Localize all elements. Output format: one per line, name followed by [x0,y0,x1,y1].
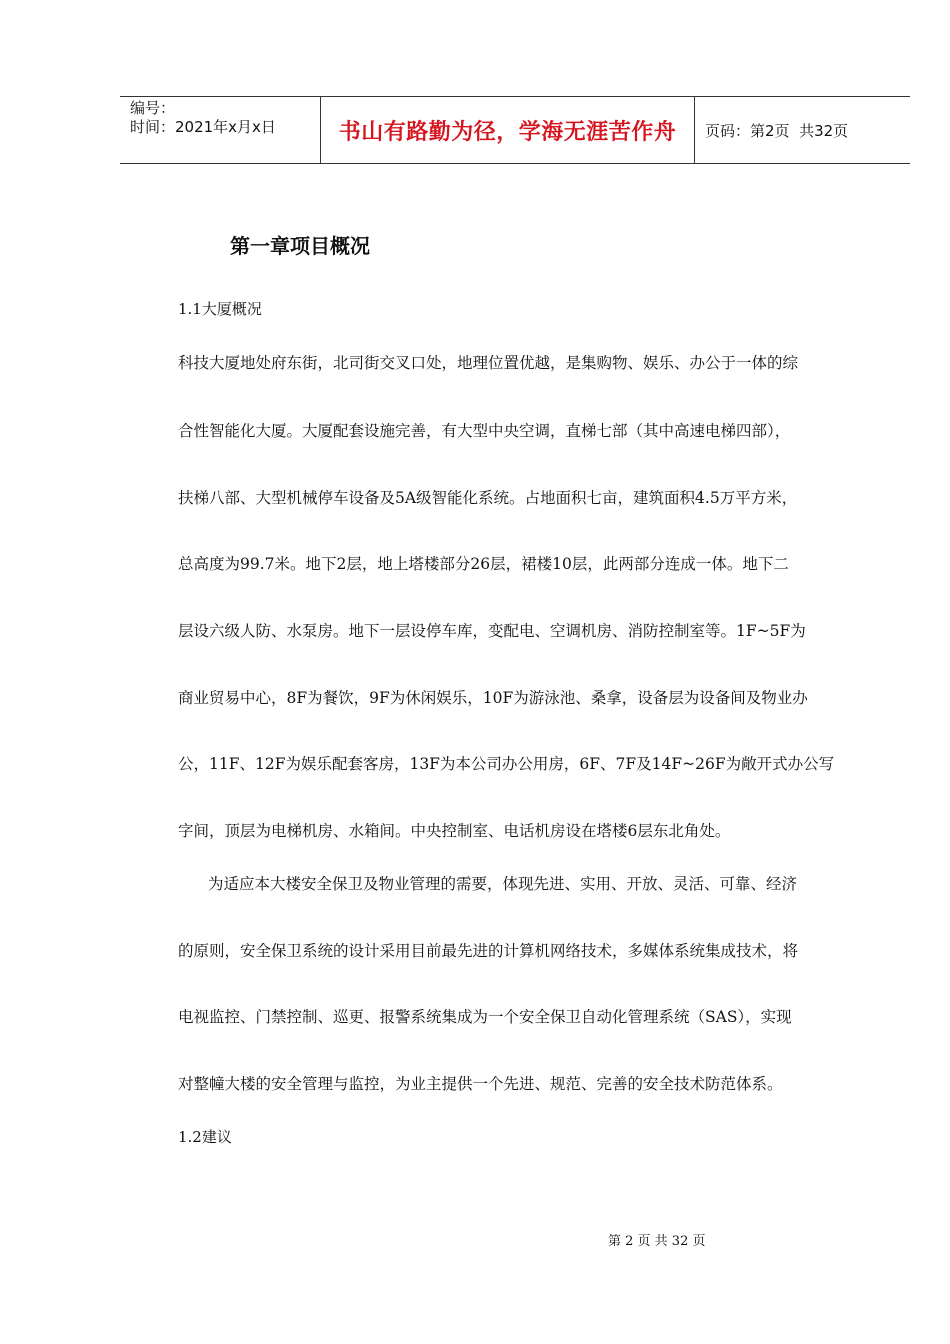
footer-page-number: 第 2 页 共 32 页 [608,1234,706,1249]
paragraph-line: 扶梯八部、大型机械停车设备及5A级智能化系统。占地面积七亩，建筑面积4.5万平方米， [178,489,798,507]
chapter-title: 第一章项目概况 [230,234,370,258]
section-heading-1-2: 1.2建议 [178,1128,232,1146]
paragraph-line: 电视监控、门禁控制、巡更、报警系统集成为一个安全保卫自动化管理系统（SAS），实现 [178,1008,792,1026]
paragraph-line: 合性智能化大厦。大厦配套设施完善，有大型中央空调，直梯七部（其中高速电梯四部）， [178,422,791,440]
header-motto: 书山有路勤为径，学海无涯苦作舟 [321,97,695,163]
paragraph-line: 科技大厦地处府东街，北司街交叉口处，地理位置优越，是集购物、娱乐、办公于一体的综 [178,354,799,372]
paragraph-line: 商业贸易中心，8F为餐饮，9F为休闲娱乐，10F为游泳池、桑拿，设备层为设备间及物业办 [178,689,808,707]
section-heading-1-1: 1.1大厦概况 [178,300,262,318]
paragraph-line: 的原则，安全保卫系统的设计采用目前最先进的计算机网络技术，多媒体系统集成技术，将 [178,942,799,960]
document-number-label: 编号： [130,99,176,117]
paragraph-line: 公，11F、12F为娱乐配套客房，13F为本公司办公用房，6F、7F及14F~26F为敞开式办公写 [178,755,835,773]
header-page-info: 页码：第2页 共32页 [705,121,849,140]
paragraph-line: 为适应本大楼安全保卫及物业管理的需要，体现先进、实用、开放、灵活、可靠、经济 [208,875,798,893]
header-meta-cell [120,97,321,163]
paragraph-line: 对整幢大楼的安全管理与监控，为业主提供一个先进、规范、完善的安全技术防范体系。 [178,1075,783,1093]
page-header [120,96,910,164]
document-time-label: 时间：2021年x月x日 [130,118,276,136]
paragraph-line: 总高度为99.7米。地下2层，地上塔楼部分26层，裙楼10层，此两部分连成一体。地下二 [178,555,789,573]
header-page-info-cell [695,97,910,163]
paragraph-line: 字间，顶层为电梯机房、水箱间。中央控制室、电话机房设在塔楼6层东北角处。 [178,822,731,840]
paragraph-line: 层设六级人防、水泵房。地下一层设停车库，变配电、空调机房、消防控制室等。1F~5F为 [178,622,806,640]
